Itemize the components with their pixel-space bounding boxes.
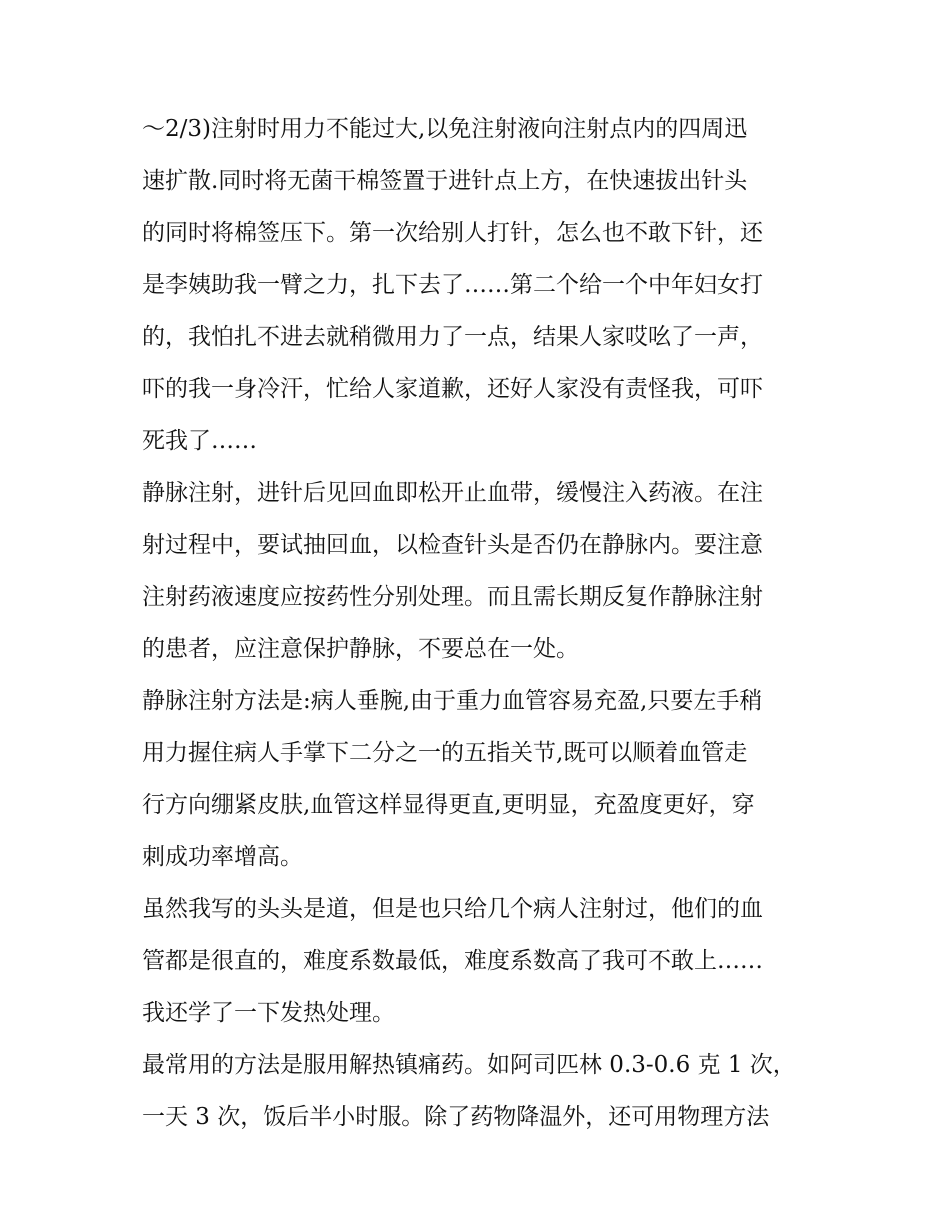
paragraph-injection-experience: [142, 103, 822, 467]
text-line: 用力握住病人手掌下二分之一的五指关节,既可以顺着血管走: [142, 740, 748, 766]
document-page: [142, 103, 822, 1143]
text-line: 我还学了一下发热处理。: [142, 1000, 395, 1026]
text-line: 的患者，应注意保护静脉，不要总在一处。: [142, 636, 579, 662]
text-line: 吓的我一身冷汗，忙给人家道歉，还好人家没有责怪我，可吓: [142, 376, 763, 402]
text-line: 静脉注射方法是:病人垂腕,由于重力血管容易充盈,只要左手稍: [142, 688, 763, 714]
text-line: 行方向绷紧皮肤,血管这样显得更直,更明显，充盈度更好，穿: [142, 792, 755, 818]
text-line: ～2/3)注射时用力不能过大,以免注射液向注射点内的四周迅: [142, 116, 748, 142]
paragraph-fever-treatment: [142, 1039, 822, 1143]
text-line: 的同时将棉签压下。第一次给别人打针，怎么也不敢下针，还: [142, 220, 763, 246]
text-line: 刺成功率增高。: [142, 844, 303, 870]
text-line: 静脉注射，进针后见回血即松开止血带，缓慢注入药液。在注: [142, 480, 763, 506]
text-line: 虽然我写的头头是道，但是也只给几个病人注射过，他们的血: [142, 896, 763, 922]
text-line: 最常用的方法是服用解热镇痛药。如阿司匹林 0.3-0.6 克 1 次，: [142, 1052, 796, 1078]
text-line: 是李姨助我一臂之力，扎下去了……第二个给一个中年妇女打: [142, 272, 763, 298]
text-line: 管都是很直的，难度系数最低，难度系数高了我可不敢上……: [142, 948, 763, 974]
text-line: 注射药液速度应按药性分别处理。而且需长期反复作静脉注射: [142, 584, 763, 610]
text-line: 速扩散.同时将无菌干棉签置于进针点上方，在快速拔出针头: [142, 168, 748, 194]
text-line: 射过程中，要试抽回血，以检查针头是否仍在静脉内。要注意: [142, 532, 763, 558]
text-line: 的，我怕扎不进去就稍微用力了一点，结果人家哎吆了一声，: [142, 324, 763, 350]
paragraph-injection-method: [142, 675, 822, 883]
paragraph-intravenous-injection: [142, 467, 822, 675]
text-line: 死我了……: [142, 428, 257, 454]
text-line: 一天 3 次，饭后半小时服。除了药物降温外，还可用物理方法: [142, 1104, 770, 1130]
paragraph-reflection: [142, 883, 822, 1039]
